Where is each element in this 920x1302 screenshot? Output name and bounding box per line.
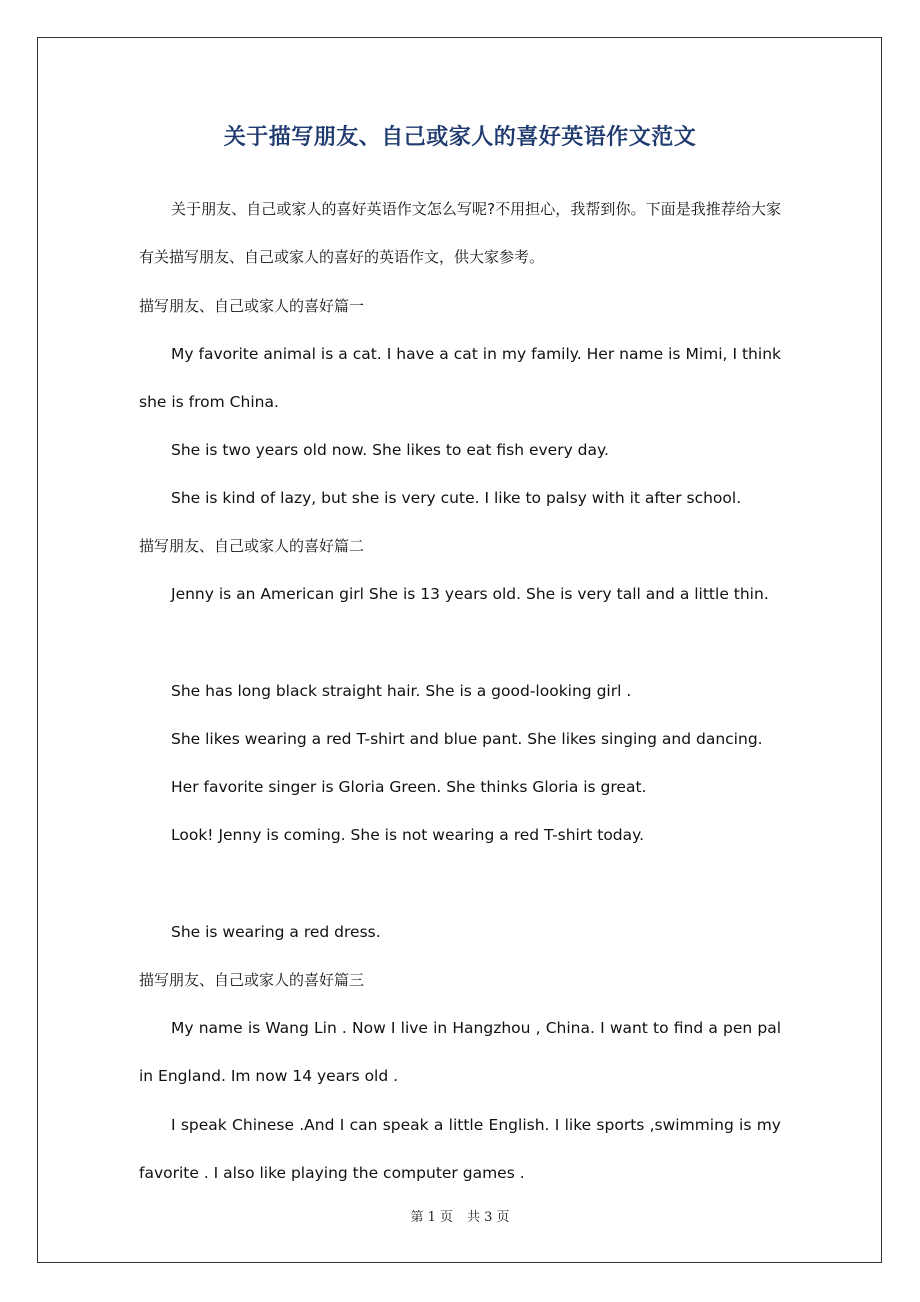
section-1-heading: 描写朋友、自己或家人的喜好篇一: [139, 297, 365, 315]
section-1-paragraph-2: She is two years old now. She likes to eat fish every day.: [171, 441, 609, 459]
section-1-paragraph-3: She is kind of lazy, but she is very cute. I like to palsy with it after school.: [171, 489, 742, 507]
page-number: 第 1 页: [410, 1210, 453, 1225]
section-3-paragraph-2: I speak Chinese .And I can speak a little English. I like sports ,swimming is my favorite . I also like playing the computer games .: [139, 1116, 781, 1182]
section-1-paragraph-1: My favorite animal is a cat. I have a cat in my family. Her name is Mimi, I think she is from China.: [139, 345, 781, 411]
section-2-paragraph-5: Look! Jenny is coming. She is not wearing a red T-shirt today.: [171, 826, 645, 844]
section-2-heading: 描写朋友、自己或家人的喜好篇二: [139, 537, 365, 555]
section-2-paragraph-6: She is wearing a red dress.: [171, 923, 381, 941]
section-2-paragraph-2: She has long black straight hair. She is a good-looking girl .: [171, 682, 632, 700]
page-total: 共 3 页: [467, 1210, 510, 1225]
document-title: 关于描写朋友、自己或家人的喜好英语作文范文: [223, 125, 697, 150]
section-2-paragraph-4: Her favorite singer is Gloria Green. She thinks Gloria is great.: [171, 778, 647, 796]
section-2-paragraph-1: Jenny is an American girl She is 13 years old. She is very tall and a little thin.: [171, 585, 769, 603]
intro-paragraph: 关于朋友、自己或家人的喜好英语作文怎么写呢?不用担心，我帮到你。下面是我推荐给大家有关描写朋友、自己或家人的喜好的英语作文，供大家参考。: [139, 200, 781, 266]
page-footer: [0, 1206, 920, 1225]
section-3-paragraph-1: My name is Wang Lin . Now I live in Hangzhou , China. I want to find a pen pal in England. Im now 14 years old .: [139, 1019, 781, 1085]
section-3-heading: 描写朋友、自己或家人的喜好篇三: [139, 971, 365, 989]
section-2-paragraph-3: She likes wearing a red T-shirt and blue pant. She likes singing and dancing.: [171, 730, 763, 748]
